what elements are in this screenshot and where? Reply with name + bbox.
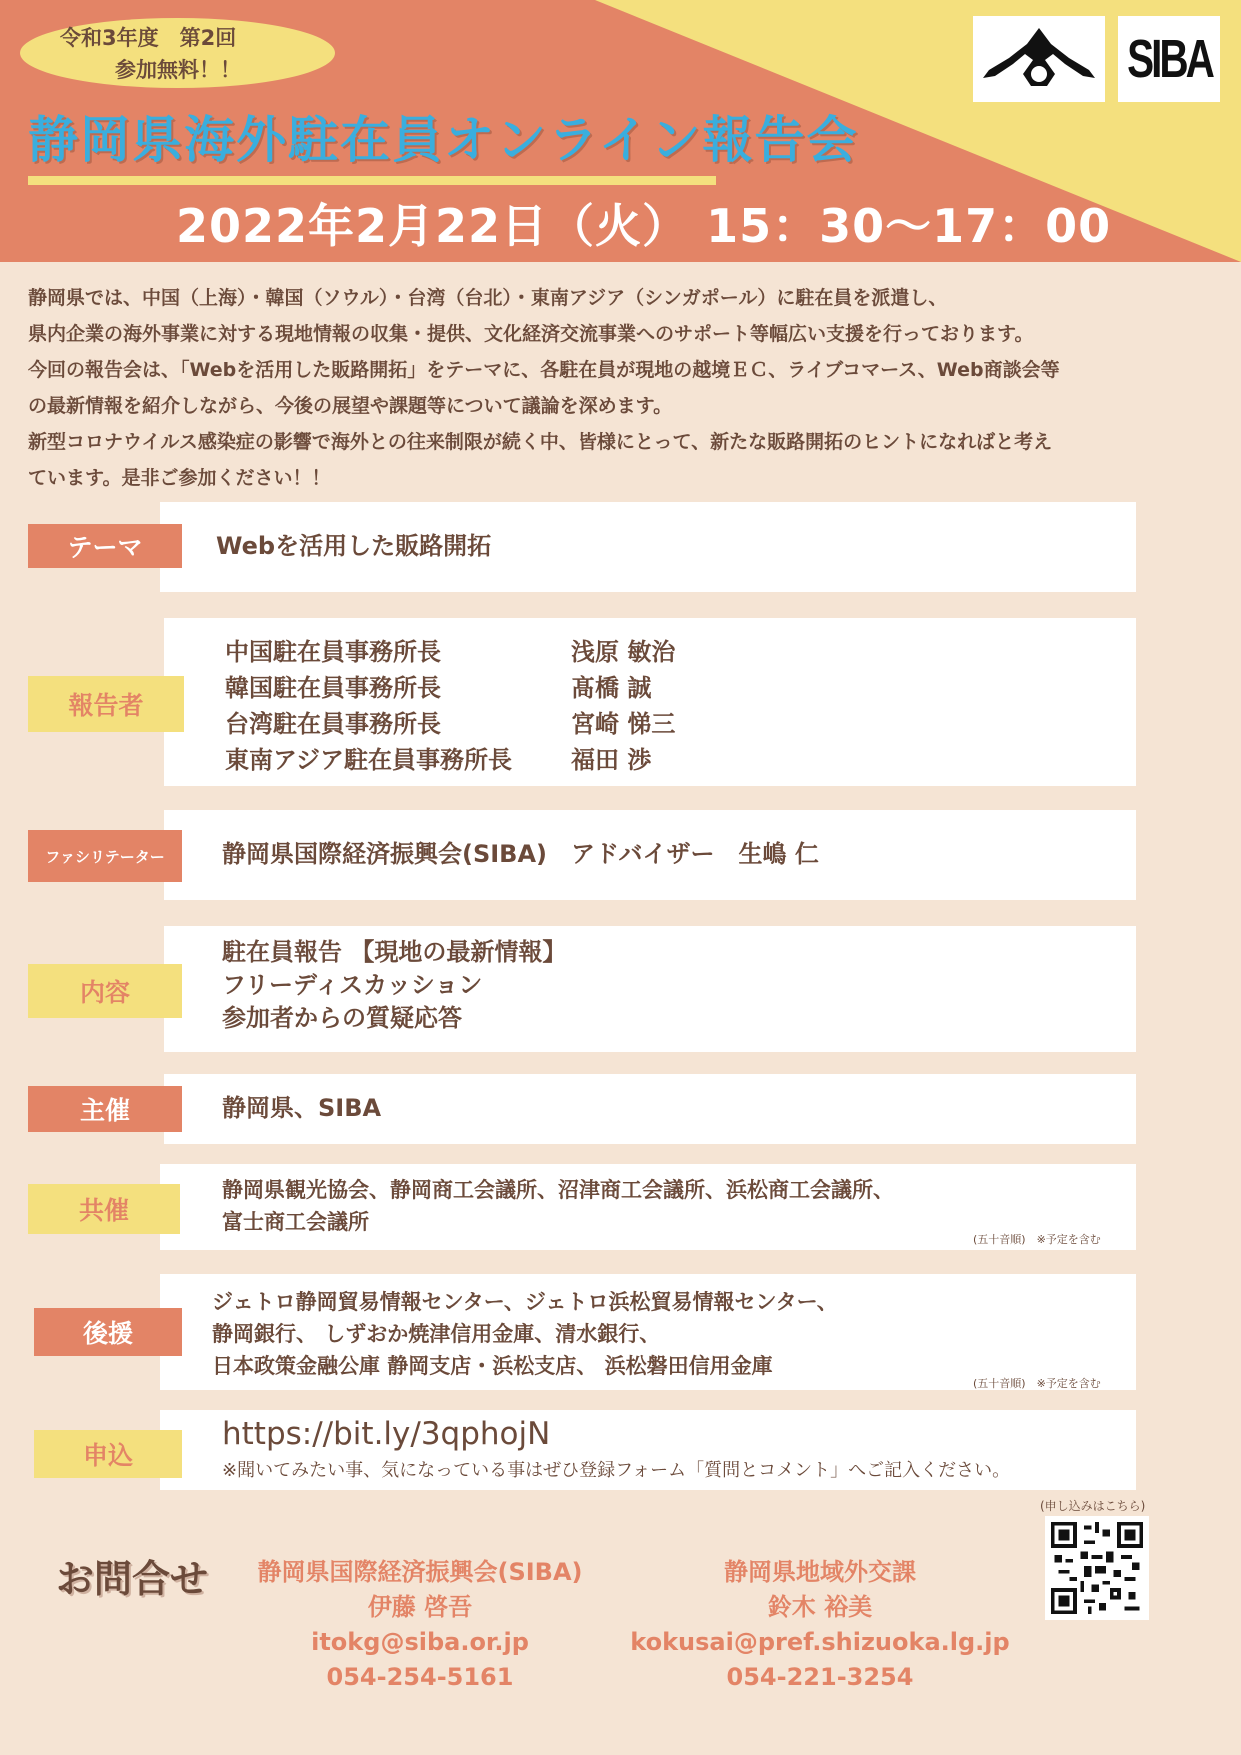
reporter-item xyxy=(225,670,675,706)
co-organizer-note: (五十音順) ※予定を含む xyxy=(973,1233,1101,1246)
content-item: 駐在員報告 【現地の最新情報】 xyxy=(222,938,567,966)
contact-person: 伊藤 啓吾 xyxy=(367,1593,473,1621)
intro-line: 今回の報告会は、「Webを活用した販路開拓」をテーマに、各駐在員が現地の越境ＥＣ、ライブコマース、Web商談会等 xyxy=(28,359,1060,381)
theme-label: テーマ xyxy=(28,524,182,568)
contact-phone: 054-221-3254 xyxy=(726,1663,914,1691)
free-badge-text xyxy=(60,22,320,86)
support-line: ジェトロ静岡貿易情報センター、ジェトロ浜松貿易情報センター、 xyxy=(212,1290,838,1314)
contact-email-link[interactable]: kokusai@pref.shizuoka.lg.jp xyxy=(630,1628,1010,1656)
title-underline xyxy=(28,176,716,185)
qr-code[interactable] xyxy=(1045,1516,1149,1620)
qr-caption: (申し込みはこちら) xyxy=(1040,1499,1146,1513)
co-organizer-line: 静岡県観光協会、静岡商工会議所、沼津商工会議所、浜松商工会議所、 xyxy=(222,1178,894,1202)
co-organizer-label: 共催 xyxy=(28,1184,180,1234)
contact-person: 鈴木 裕美 xyxy=(767,1593,873,1621)
support-line: 日本政策金融公庫 静岡支店・浜松支店、 浜松磐田信用金庫 xyxy=(212,1354,773,1378)
reporters-list xyxy=(225,634,675,778)
theme-value: Webを活用した販路開拓 xyxy=(216,532,492,560)
reporter-name: 福田 渉 xyxy=(571,746,652,774)
facilitator-label: ファシリテーター xyxy=(28,830,182,882)
siba-logo-text: SIBA xyxy=(1126,29,1212,89)
reporter-name: 浅原 敏治 xyxy=(571,638,676,666)
contact-org: 静岡県地域外交課 xyxy=(724,1558,916,1586)
content-item: フリーディスカッション xyxy=(222,971,483,999)
event-date: 2022年2月22日（火） 15：30〜17：00 xyxy=(176,199,1112,253)
support-label: 後援 xyxy=(34,1308,182,1356)
facilitator-value: 静岡県国際経済振興会(SIBA) アドバイザー 生嶋 仁 xyxy=(222,840,819,868)
intro-line: ています。是非ご参加ください！！ xyxy=(28,467,331,489)
apply-url-link[interactable]: https://bit.ly/3qphojN xyxy=(222,1416,551,1452)
contact-email-link[interactable]: itokg@siba.or.jp xyxy=(311,1628,529,1656)
support-list xyxy=(212,1286,838,1382)
apply-label: 申込 xyxy=(34,1430,182,1478)
reporters-label: 報告者 xyxy=(28,676,184,732)
contact-prefecture xyxy=(610,1555,1030,1695)
contact-heading: お問合せ xyxy=(56,1557,209,1601)
reporter-name: 髙橋 誠 xyxy=(571,674,652,702)
qr-code-icon xyxy=(1051,1522,1143,1614)
contact-phone: 054-254-5161 xyxy=(326,1663,514,1691)
page-title: 静岡県海外駐在員オンライン報告会 xyxy=(28,111,859,169)
organizer-value: 静岡県、SIBA xyxy=(222,1094,382,1122)
reporter-title: 台湾駐在員事務所長 xyxy=(225,710,441,738)
intro-line: 県内企業の海外事業に対する現地情報の収集・提供、文化経済交流事業へのサポート等幅広い支援を行っております。 xyxy=(28,323,1034,345)
co-organizer-list xyxy=(222,1174,894,1238)
contact-org: 静岡県国際経済振興会(SIBA) xyxy=(257,1558,583,1586)
intro-line: の最新情報を紹介しながら、今後の展望や課題等について議論を深めます。 xyxy=(28,395,673,417)
reporter-item xyxy=(225,742,675,778)
intro-line: 新型コロナウイルス感染症の影響で海外との往来制限が続く中、皆様にとって、新たな販路開拓のヒントになればと考え xyxy=(28,431,1053,453)
shizuoka-prefecture-logo xyxy=(973,16,1105,102)
support-line: 静岡銀行、 しずおか焼津信用金庫、清水銀行、 xyxy=(212,1322,661,1346)
reporter-title: 中国駐在員事務所長 xyxy=(225,638,441,666)
reporter-item xyxy=(225,706,675,742)
reporter-item xyxy=(225,634,675,670)
mount-fuji-emblem-icon xyxy=(973,16,1105,102)
badge-line2: 参加無料！！ xyxy=(115,58,241,82)
contact-siba xyxy=(230,1555,610,1695)
content-item: 参加者からの質疑応答 xyxy=(222,1004,462,1032)
badge-line1: 令和3年度 第2回 xyxy=(60,26,237,50)
apply-note: ※聞いてみたい事、気になっている事はぜひ登録フォーム「質問とコメント」へご記入ください。 xyxy=(222,1460,1011,1481)
support-note: (五十音順) ※予定を含む xyxy=(973,1377,1101,1390)
reporter-title: 韓国駐在員事務所長 xyxy=(225,674,441,702)
siba-logo xyxy=(1118,16,1220,102)
intro-line: 静岡県では、中国（上海）・韓国（ソウル）・台湾（台北）・東南アジア（シンガポール）に駐在員を派遣し、 xyxy=(28,287,948,309)
organizer-label: 主催 xyxy=(28,1086,182,1132)
co-organizer-line: 富士商工会議所 xyxy=(222,1210,369,1234)
reporter-name: 宮崎 悌三 xyxy=(571,710,676,738)
intro-text xyxy=(28,280,1218,496)
content-label: 内容 xyxy=(28,964,182,1018)
reporter-title: 東南アジア駐在員事務所長 xyxy=(225,746,513,774)
content-list xyxy=(222,936,566,1035)
